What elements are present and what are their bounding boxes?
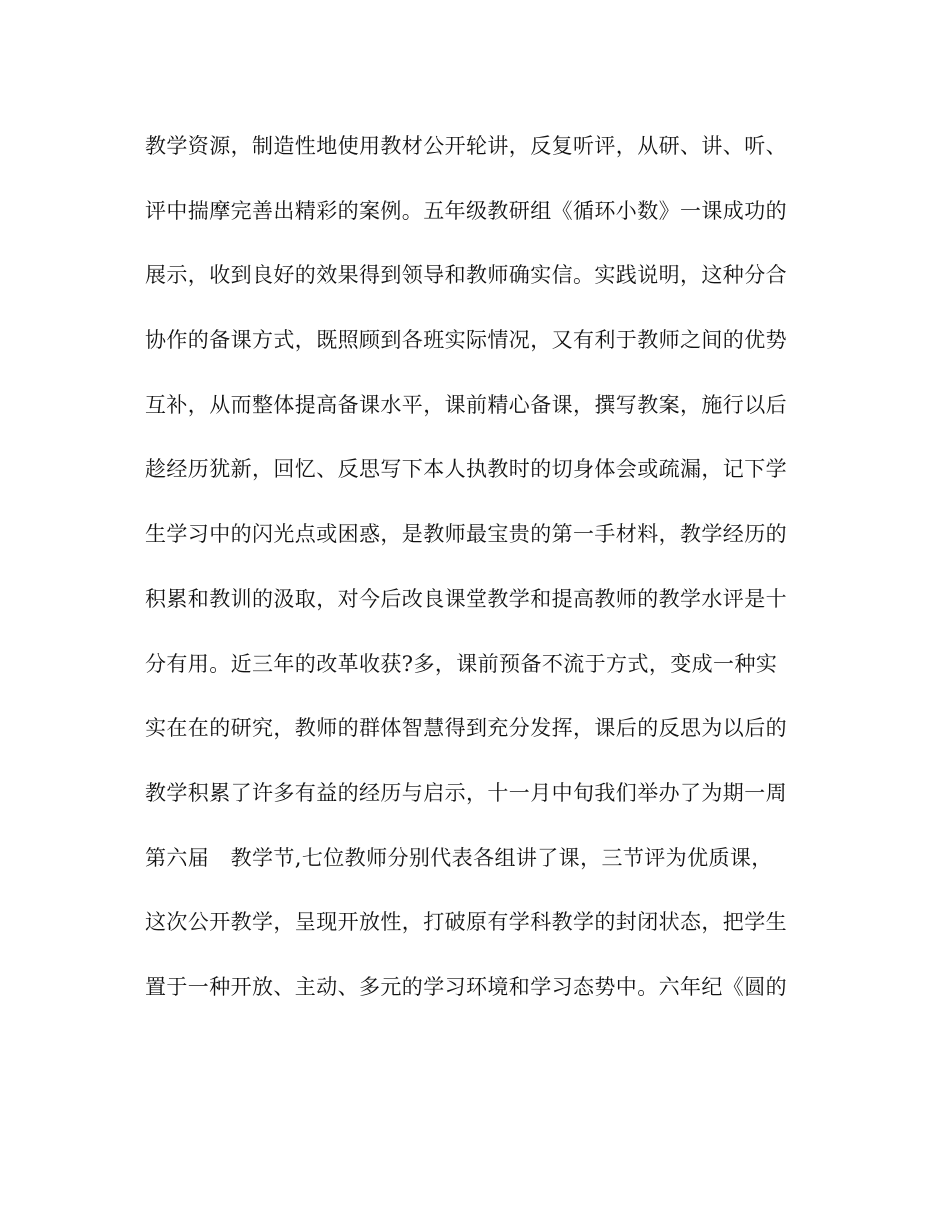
text-line: 积累和教训的汲取，对今后改良课堂教学和提高教师的教学水评是十 xyxy=(145,586,787,611)
text-line: 展示，收到良好的效果得到领导和教师确实信。实践说明，这种分合 xyxy=(145,263,787,288)
text-line: 生学习中的闪光点或困惑，是教师最宝贵的第一手材料，教学经历的 xyxy=(145,522,787,547)
text-line: 协作的备课方式，既照顾到各班实际情况，又有利于教师之间的优势 xyxy=(145,328,787,353)
text-line: 置于一种开放、主动、多元的学习环境和学习态势中。六年纪《圆的 xyxy=(145,974,787,999)
text-line: 互补，从而整体提高备课水平，课前精心备课，撰写教案，施行以后 xyxy=(145,392,787,417)
text-line: 趁经历犹新，回忆、反思写下本人执教时的切身体会或疏漏，记下学 xyxy=(145,457,787,482)
text-line: 这次公开教学，呈现开放性，打破原有学科教学的封闭状态，把学生 xyxy=(145,910,787,935)
body-text xyxy=(145,114,815,1020)
text-line: 第六届 教学节,七位教师分别代表各组讲了课，三节评为优质课， xyxy=(145,845,773,870)
text-line: 教学资源，制造性地使用教材公开轮讲，反复听评，从研、讲、听、 xyxy=(145,134,787,158)
text-line: 教学积累了许多有益的经历与启示，十一月中旬我们举办了为期一周 xyxy=(145,780,787,805)
text-line: 分有用。近三年的改革收获?多，课前预备不流于方式，变成一种实 xyxy=(145,651,778,676)
text-line: 实在在的研究，教师的群体智慧得到充分发挥，课后的反思为以后的 xyxy=(145,716,787,741)
text-line: 评中揣摩完善出精彩的案例。五年级教研组《循环小数》一课成功的 xyxy=(145,198,787,223)
